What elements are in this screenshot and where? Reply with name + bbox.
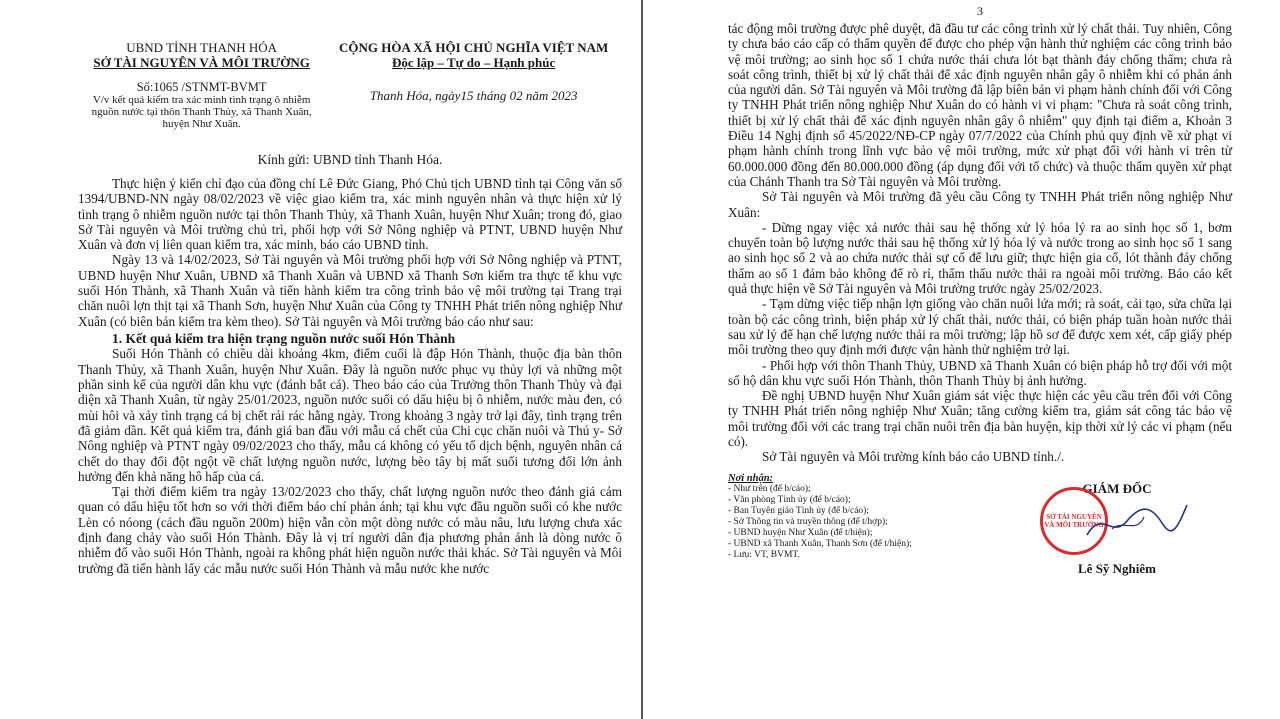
recipient-item: - Văn phòng Tỉnh ủy (để b/cáo); bbox=[728, 494, 851, 505]
recipient-item: - Sở Thông tin và truyền thông (để t/hợp); bbox=[728, 516, 888, 527]
letter-header bbox=[78, 40, 622, 130]
national-motto: Độc lập – Tự do – Hạnh phúc bbox=[392, 55, 556, 70]
requirement-item: - Dừng ngay việc xả nước thải sau hệ thống xử lý hóa lý ra ao sinh học số 1, bơm chuyển toàn bộ lượng nước thải sau hệ thống xử lý hóa lý và nước trong ao sinh học số 1 sang ao sinh học số 2 và ao chứa nước thải sự cố để lưu giữ; thực hiện gia cố, lót thành đáy chống thấm ao số 1 đảm bảo không để rò rỉ, thẩm thấu nước thải ra ngoài môi trường. Báo cáo kết quả thực hiện về Sở Tài nguyên và Môi trường trước ngày 25/02/2023. bbox=[728, 219, 1232, 297]
nation-title: CỘNG HÒA XÃ HỘI CHỦ NGHĨA VIỆT NAM bbox=[338, 40, 609, 55]
recipients-title: Nơi nhận: bbox=[728, 472, 774, 484]
body-paragraph: tác động môi trường được phê duyệt, đã đầu tư các công trình xử lý chất thải. Tuy nhiên, Công ty chưa báo cáo cấp có thẩm quyền để được cho phép vận hành thử nghiệm các công trình bảo vệ môi trường; ao sinh học số 1 chứa nước thải chưa lót bạt thành đáy chống thấm; chưa rà soát công trình, thiết bị xử lý chất thải để xác định nguyên nhân gây ô nhiễm khi có phản ánh của người dân. Sở Tài nguyên và Môi trường đã lập biên bản vi phạm hành chính đối với Công ty TNHH Phát triển nông nghiệp Như Xuân do có hành vi vi phạm: "Chưa rà soát công trình, thiết bị xử lý chất thải để xác định nguyên nhân gây ô nhiễm" quy định tại điểm a, Khoản 3 Điều 14 Nghị định số 45/2022/NĐ-CP ngày 07/7/2022 của Chính phủ quy định về xử phạt vi phạm hành chính trong lĩnh vực bảo vệ môi trường, mức xử phạt đối với hành vi trên từ 60.000.000 đồng đến 80.000.000 đồng (áp dụng đối với tổ chức) và thuộc thẩm quyền xử phạt của Chánh Thanh tra Sở Tài nguyên và Môi trường. bbox=[728, 21, 1232, 189]
issuer-org: SỞ TÀI NGUYÊN VÀ MÔI TRƯỜNG bbox=[93, 55, 310, 70]
document-page-1 bbox=[60, 0, 642, 719]
section-heading: 1. Kết quả kiểm tra hiện trạng nguồn nước suối Hón Thành bbox=[112, 330, 456, 346]
page-divider bbox=[641, 0, 643, 719]
handwritten-signature bbox=[1082, 499, 1192, 545]
signer-name: Lê Sỹ Nghiêm bbox=[1078, 560, 1156, 576]
issuer-block bbox=[78, 40, 325, 130]
recipient-item: - Ban Tuyên giáo Tỉnh ủy (để b/cáo); bbox=[728, 505, 869, 516]
recipient-item: - UBND xã Thanh Xuân, Thanh Sơn (để t/hiện); bbox=[728, 538, 912, 549]
document-date: Thanh Hóa, ngày15 tháng 02 năm 2023 bbox=[369, 88, 578, 103]
requirement-item: - Phối hợp với thôn Thanh Thủy, UBND xã Thanh Xuân có biện pháp hỗ trợ đối với một số hộ dân khu vực suối Hón Thành, thôn Thanh Thủy bị ảnh hưởng. bbox=[728, 357, 1232, 388]
recipient-item: - Như trên (để b/cáo); bbox=[728, 483, 811, 494]
body-paragraph: Suối Hón Thành có chiều dài khoảng 4km, điểm cuối là đập Hón Thành, thuộc địa bàn thôn Thanh Thủy, xã Thanh Xuân, huyện Như Xuân. Đây là nguồn nước phục vụ thủy lợi và những một phần sinh kế của người dân khu vực (đánh bắt cá). Theo báo cáo của Trưởng thôn Thanh Thủy và đại diện xã Thanh Xuân, từ ngày 25/01/2023, nguồn nước suối có dấu hiệu bị ô nhiễm, nước màu đen, có mùi hôi và xảy tình trạng cá bị chết rải rác hằng ngày. Trong khoảng 3 ngày trở lại đây, tình trạng trên đã giảm dần. Kết quả kiểm tra, đánh giá ban đầu với mẫu cá chết của Chi cục chăn nuôi và Thú y- Sở Nông nghiệp và PTNT ngày 09/02/2023 cho thấy, mẫu cá không có yếu tố dịch bệnh, nguyên nhân cá chết do thay đổi đột ngột về chất lượng nguồn nước, lượng bèo tây bị mất suối tương đối lớn ảnh hưởng đến khả năng hô hấp của cá. bbox=[78, 346, 622, 484]
requirement-item: - Tạm dừng việc tiếp nhận lợn giống vào chăn nuôi lứa mới; rà soát, cải tạo, sửa chữa lại toàn bộ các công trình, biện pháp xử lý chất thải, nước thải, có biện pháp tuần hoàn nước thải sau xử lý để hạn chế lượng nước thải ra môi trường; lập hồ sơ để được xem xét, cấp giấy phép môi trường theo quy định mới được vận hành thử nghiệm trở lại. bbox=[728, 296, 1232, 358]
body-paragraph: Đề nghị UBND huyện Như Xuân giám sát việc thực hiện các yêu cầu trên đối với Công ty TNHH Phát triển nông nghiệp Như Xuân; tăng cường kiểm tra, giám sát công tác bảo vệ môi trường đối với các trang trại chăn nuôi trên địa bàn huyện, kịp thời xử lý các vi phạm (nếu có). bbox=[728, 388, 1232, 450]
stamp-text: SỞ TÀI NGUYÊN VÀ MÔI TRƯỜNG bbox=[1044, 512, 1104, 529]
recipient-item: - UBND huyện Như Xuân (để t/hiện); bbox=[728, 527, 873, 538]
body-paragraph: Ngày 13 và 14/02/2023, Sở Tài nguyên và Môi trường phối hợp với Sở Nông nghiệp và PTNT, UBND huyện Như Xuân, UBND xã Thanh Xuân và UBND xã Thanh Sơn kiểm tra thực tế khu vực suối Hón Thành, xã Thanh Xuân và tiến hành kiểm tra công trình bảo vệ môi trường tại Trang trại chăn nuôi lợn thịt tại xã Thanh Sơn, huyện Như Xuân của Công ty TNHH Phát triển nông nghiệp Như Xuân (có biên bản kiểm tra kèm theo). Sở Tài nguyên và Môi trường báo cáo như sau: bbox=[78, 252, 622, 329]
body-paragraph: Sở Tài nguyên và Môi trường đã yêu cầu Công ty TNHH Phát triển nông nghiệp Như Xuân: bbox=[728, 189, 1232, 220]
salutation: Kính gửi: UBND tỉnh Thanh Hóa. bbox=[257, 152, 443, 167]
recipients-block bbox=[728, 473, 958, 583]
document-page-3 bbox=[650, 0, 1250, 719]
signature-block bbox=[1002, 473, 1232, 583]
document-subject: V/v kết quả kiểm tra xác minh tình trạng ô nhiễm nguồn nước tại thôn Thanh Thủy, xã Thanh Xuân, huyện Như Xuân. bbox=[91, 94, 312, 130]
body-paragraph: Tại thời điểm kiểm tra ngày 13/02/2023 cho thấy, chất lượng nguồn nước theo đánh giá cảm quan có dấu hiệu tốt hơn so với thời điểm báo chí phản ánh; tại khu vực đầu nguồn suối có khe nước Lèn có nóong (cách đầu nguồn 200m) hiện vẫn còn một dòng nước có màu nâu, lưu lượng chưa xác định đang chảy vào suối Hón Thành. Đây là vị trí người dân địa phương phản ánh là dòng nước ô nhiễm đổ vào suối Hón Thành, ngoài ra không phát hiện nguồn nước thải khác. Sở Tài nguyên và Môi trường đã tiến hành lấy các mẫu nước suối Hón Thành và mẫu nước khe nước bbox=[78, 484, 622, 576]
recipient-item: - Lưu: VT, BVMT. bbox=[728, 549, 800, 560]
page-number: 3 bbox=[977, 4, 983, 18]
signature-title: GIÁM ĐỐC bbox=[1082, 480, 1152, 496]
body-paragraph: Thực hiện ý kiến chỉ đạo của đồng chí Lê Đức Giang, Phó Chủ tịch UBND tỉnh tại Công văn số 1394/UBND-NN ngày 08/02/2023 về việc giao kiểm tra, xác minh nguyên nhân và thực hiện xử lý tình trạng ô nhiễm nguồn nước tại thôn Thanh Thủy, xã Thanh Xuân, huyện Như Xuân; trong đó, giao Sở Tài nguyên và Môi trường chủ trì, phối hợp với Sở Nông nghiệp và PTNT, UBND huyện Như Xuân và đơn vị liên quan kiểm tra, xác minh, báo cáo UBND tỉnh. bbox=[78, 176, 622, 253]
closing-line: Sở Tài nguyên và Môi trường kính báo cáo UBND tỉnh./. bbox=[762, 449, 1065, 465]
issuer-parent-org: UBND TỈNH THANH HÓA bbox=[126, 40, 278, 55]
letter-footer bbox=[728, 473, 1232, 583]
national-header bbox=[325, 40, 622, 130]
document-number: Số:1065 /STNMT-BVMT bbox=[136, 80, 267, 94]
